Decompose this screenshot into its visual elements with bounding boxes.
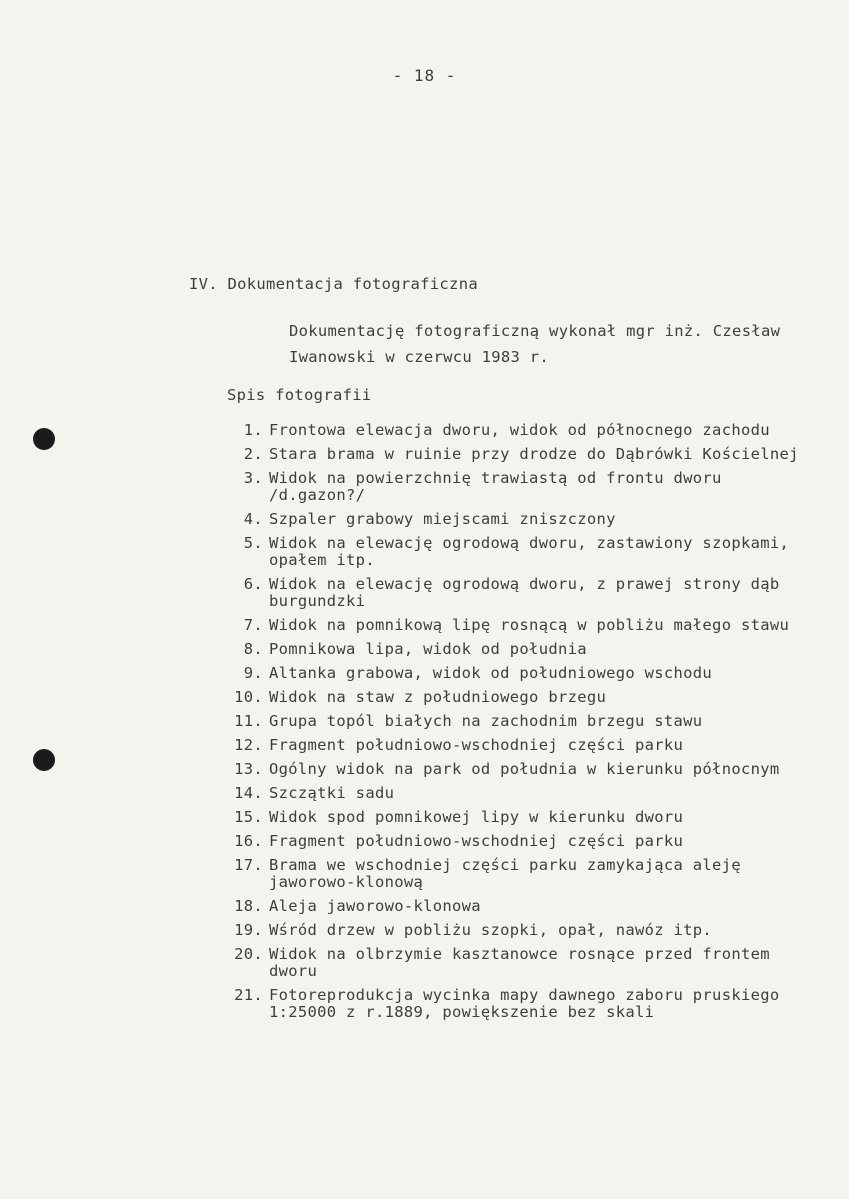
list-item [214, 737, 849, 754]
item-text: Altanka grabowa, widok od południowego wschodu [269, 664, 713, 682]
item-text: Frontowa elewacja dworu, widok od północnego zachodu [269, 421, 770, 439]
list-item [214, 665, 849, 682]
item-number: 5. [243, 534, 263, 552]
item-number: 11. [234, 712, 263, 730]
item-number: 16. [234, 832, 263, 850]
punch-hole [33, 428, 55, 450]
item-number: 12. [234, 736, 263, 754]
item-number: 21. [234, 986, 263, 1004]
list-item [214, 713, 849, 730]
item-number: 7. [243, 616, 263, 634]
list-item [214, 641, 849, 658]
item-text: Szpaler grabowy miejscami zniszczony [269, 510, 616, 528]
item-text: Widok spod pomnikowej lipy w kierunku dworu [269, 808, 684, 826]
list-item [214, 761, 849, 778]
item-text: Fragment południowo-wschodniej części parku [269, 736, 684, 754]
list-item [214, 922, 849, 939]
item-text: Wśród drzew w pobliżu szopki, opał, nawóz itp. [269, 921, 713, 939]
item-number: 8. [243, 640, 263, 658]
list-item [214, 987, 849, 1021]
item-text: Widok na powierzchnię trawiastą od frontu dworu /d.gazon?/ [269, 469, 722, 504]
item-number: 6. [243, 575, 263, 593]
page-number: - 18 - [392, 66, 457, 85]
list-item [214, 857, 849, 891]
item-text: Fragment południowo-wschodniej części parku [269, 832, 684, 850]
list-item [214, 617, 849, 634]
section-heading: IV. Dokumentacja fotograficzna [189, 275, 478, 293]
list-item [214, 946, 849, 980]
list-item [214, 785, 849, 802]
punch-hole [33, 749, 55, 771]
item-number: 18. [234, 897, 263, 915]
item-text: Brama we wschodniej części parku zamykająca aleję jaworowo-klonową [269, 856, 741, 891]
item-number: 4. [243, 510, 263, 528]
item-text: Stara brama w ruinie przy drodze do Dąbrówki Kościelnej [269, 445, 799, 463]
list-item [214, 446, 849, 463]
item-number: 19. [234, 921, 263, 939]
list-item [214, 422, 849, 439]
item-text: Widok na olbrzymie kasztanowce rosnące przed frontem dworu [269, 945, 770, 980]
photo-list [214, 422, 849, 1028]
item-text: Fotoreprodukcja wycinka mapy dawnego zaboru pruskiego 1:25000 z r.1889, powiększenie bez skali [269, 986, 780, 1021]
item-text: Aleja jaworowo-klonowa [269, 897, 481, 915]
item-number: 13. [234, 760, 263, 778]
item-number: 17. [234, 856, 263, 874]
item-text: Pomnikowa lipa, widok od południa [269, 640, 587, 658]
list-item [214, 511, 849, 528]
item-text: Widok na elewację ogrodową dworu, zastawiony szopkami, opałem itp. [269, 534, 790, 569]
item-number: 1. [243, 421, 263, 439]
list-item [214, 470, 849, 504]
intro-line: Dokumentację fotograficzną wykonał mgr inż. Czesław [289, 322, 781, 340]
item-number: 15. [234, 808, 263, 826]
list-item [214, 809, 849, 826]
item-text: Grupa topól białych na zachodnim brzegu stawu [269, 712, 703, 730]
item-number: 10. [234, 688, 263, 706]
list-item [214, 689, 849, 706]
item-text: Ogólny widok na park od południa w kierunku północnym [269, 760, 780, 778]
item-number: 9. [243, 664, 263, 682]
intro-paragraph [289, 318, 780, 370]
list-item [214, 535, 849, 569]
item-number: 3. [243, 469, 263, 487]
item-number: 14. [234, 784, 263, 802]
item-text: Widok na pomnikową lipę rosnącą w pobliżu małego stawu [269, 616, 790, 634]
item-text: Widok na elewację ogrodową dworu, z prawej strony dąb burgundzki [269, 575, 780, 610]
item-text: Widok na staw z południowego brzegu [269, 688, 607, 706]
intro-line: Iwanowski w czerwcu 1983 r. [289, 348, 550, 366]
item-text: Szczątki sadu [269, 784, 395, 802]
list-item [214, 833, 849, 850]
list-item [214, 576, 849, 610]
item-number: 20. [234, 945, 263, 963]
photo-list-title: Spis fotografii [227, 386, 372, 404]
list-item [214, 898, 849, 915]
item-number: 2. [243, 445, 263, 463]
